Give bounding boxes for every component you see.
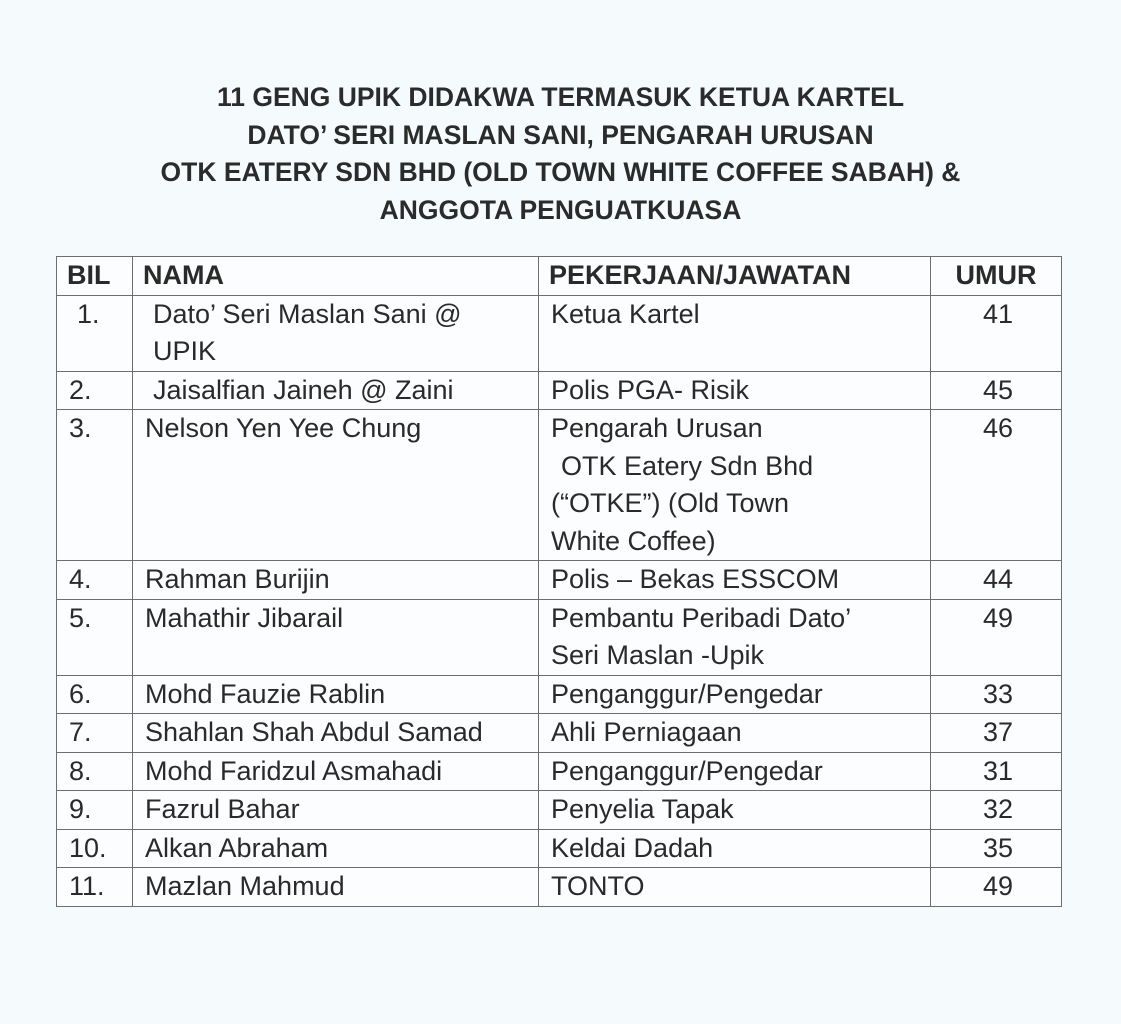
cell-umur: 35 — [931, 829, 1062, 868]
table-row — [57, 868, 1062, 907]
header-jawatan: PEKERJAAN/JAWATAN — [539, 257, 931, 296]
cell-bil: 5. — [57, 599, 133, 675]
cell-jawatan: Polis PGA- Risik — [539, 371, 931, 410]
job-line: Pembantu Peribadi Dato’ — [551, 602, 852, 633]
table-row — [57, 371, 1062, 410]
cell-umur: 49 — [931, 599, 1062, 675]
cell-umur: 33 — [931, 675, 1062, 714]
cell-nama: Dato’ Seri Maslan Sani @ UPIK — [133, 295, 539, 371]
title-line-4: ANGGOTA PENGUATKUASA — [379, 194, 742, 225]
table-row — [57, 675, 1062, 714]
title-line-3: OTK EATERY SDN BHD (OLD TOWN WHITE COFFEE SABAH) & — [160, 157, 961, 187]
cell-umur: 37 — [931, 714, 1062, 753]
job-line: Pengarah Urusan — [551, 413, 763, 443]
cell-umur: 49 — [931, 868, 1062, 907]
document-title — [0, 79, 1121, 229]
cell-umur: 46 — [931, 410, 1062, 561]
cell-nama: Mohd Faridzul Asmahadi — [133, 752, 539, 791]
cell-umur: 45 — [931, 371, 1062, 410]
cell-bil: 2. — [57, 371, 133, 410]
table-row — [57, 599, 1062, 675]
cell-umur: 32 — [931, 791, 1062, 830]
cell-nama: Shahlan Shah Abdul Samad — [133, 714, 539, 753]
cell-jawatan: Ketua Kartel — [539, 295, 931, 371]
cell-nama: Rahman Burijin — [133, 561, 539, 600]
cell-nama: Mahathir Jibarail — [133, 599, 539, 675]
table-row — [57, 752, 1062, 791]
cell-jawatan: Keldai Dadah — [539, 829, 931, 868]
table-row — [57, 561, 1062, 600]
cell-bil: 10. — [57, 829, 133, 868]
cell-bil: 11. — [57, 868, 133, 907]
title-line-1: 11 GENG UPIK DIDAKWA TERMASUK KETUA KARTEL — [216, 82, 905, 112]
cell-nama: Nelson Yen Yee Chung — [133, 410, 539, 561]
job-line: White Coffee) — [551, 525, 716, 556]
cell-jawatan — [539, 599, 931, 675]
header-umur: UMUR — [931, 257, 1062, 296]
table-row — [57, 829, 1062, 868]
job-line: Seri Maslan -Upik — [551, 640, 765, 670]
cell-bil: 1. — [57, 295, 133, 371]
table-row — [57, 295, 1062, 371]
title-line-2: DATO’ SERI MASLAN SANI, PENGARAH URUSAN — [247, 119, 874, 150]
header-nama: NAMA — [133, 257, 539, 296]
cell-bil: 6. — [57, 675, 133, 714]
cell-bil: 3. — [57, 410, 133, 561]
cell-bil: 9. — [57, 791, 133, 830]
suspects-table — [56, 256, 1062, 907]
cell-jawatan: Ahli Perniagaan — [539, 714, 931, 753]
cell-umur: 31 — [931, 752, 1062, 791]
cell-bil: 7. — [57, 714, 133, 753]
table-row — [57, 410, 1062, 561]
cell-jawatan — [539, 410, 931, 561]
cell-bil: 8. — [57, 752, 133, 791]
cell-jawatan: Penyelia Tapak — [539, 791, 931, 830]
cell-umur: 44 — [931, 561, 1062, 600]
cell-umur: 41 — [931, 295, 1062, 371]
cell-nama: Jaisalfian Jaineh @ Zaini — [133, 371, 539, 410]
cell-jawatan: Penganggur/Pengedar — [539, 752, 931, 791]
table-row — [57, 714, 1062, 753]
job-line: (“OTKE”) (Old Town — [551, 488, 790, 518]
cell-jawatan: Penganggur/Pengedar — [539, 675, 931, 714]
cell-nama: Alkan Abraham — [133, 829, 539, 868]
cell-nama: Mohd Fauzie Rablin — [133, 675, 539, 714]
cell-bil: 4. — [57, 561, 133, 600]
cell-nama: Mazlan Mahmud — [133, 868, 539, 907]
cell-nama: Fazrul Bahar — [133, 791, 539, 830]
header-bil: BIL — [57, 257, 133, 296]
job-line: OTK Eatery Sdn Bhd — [561, 450, 814, 481]
cell-jawatan: TONTO — [539, 868, 931, 907]
table-row — [57, 791, 1062, 830]
cell-jawatan: Polis – Bekas ESSCOM — [539, 561, 931, 600]
table-header-row — [57, 257, 1062, 296]
